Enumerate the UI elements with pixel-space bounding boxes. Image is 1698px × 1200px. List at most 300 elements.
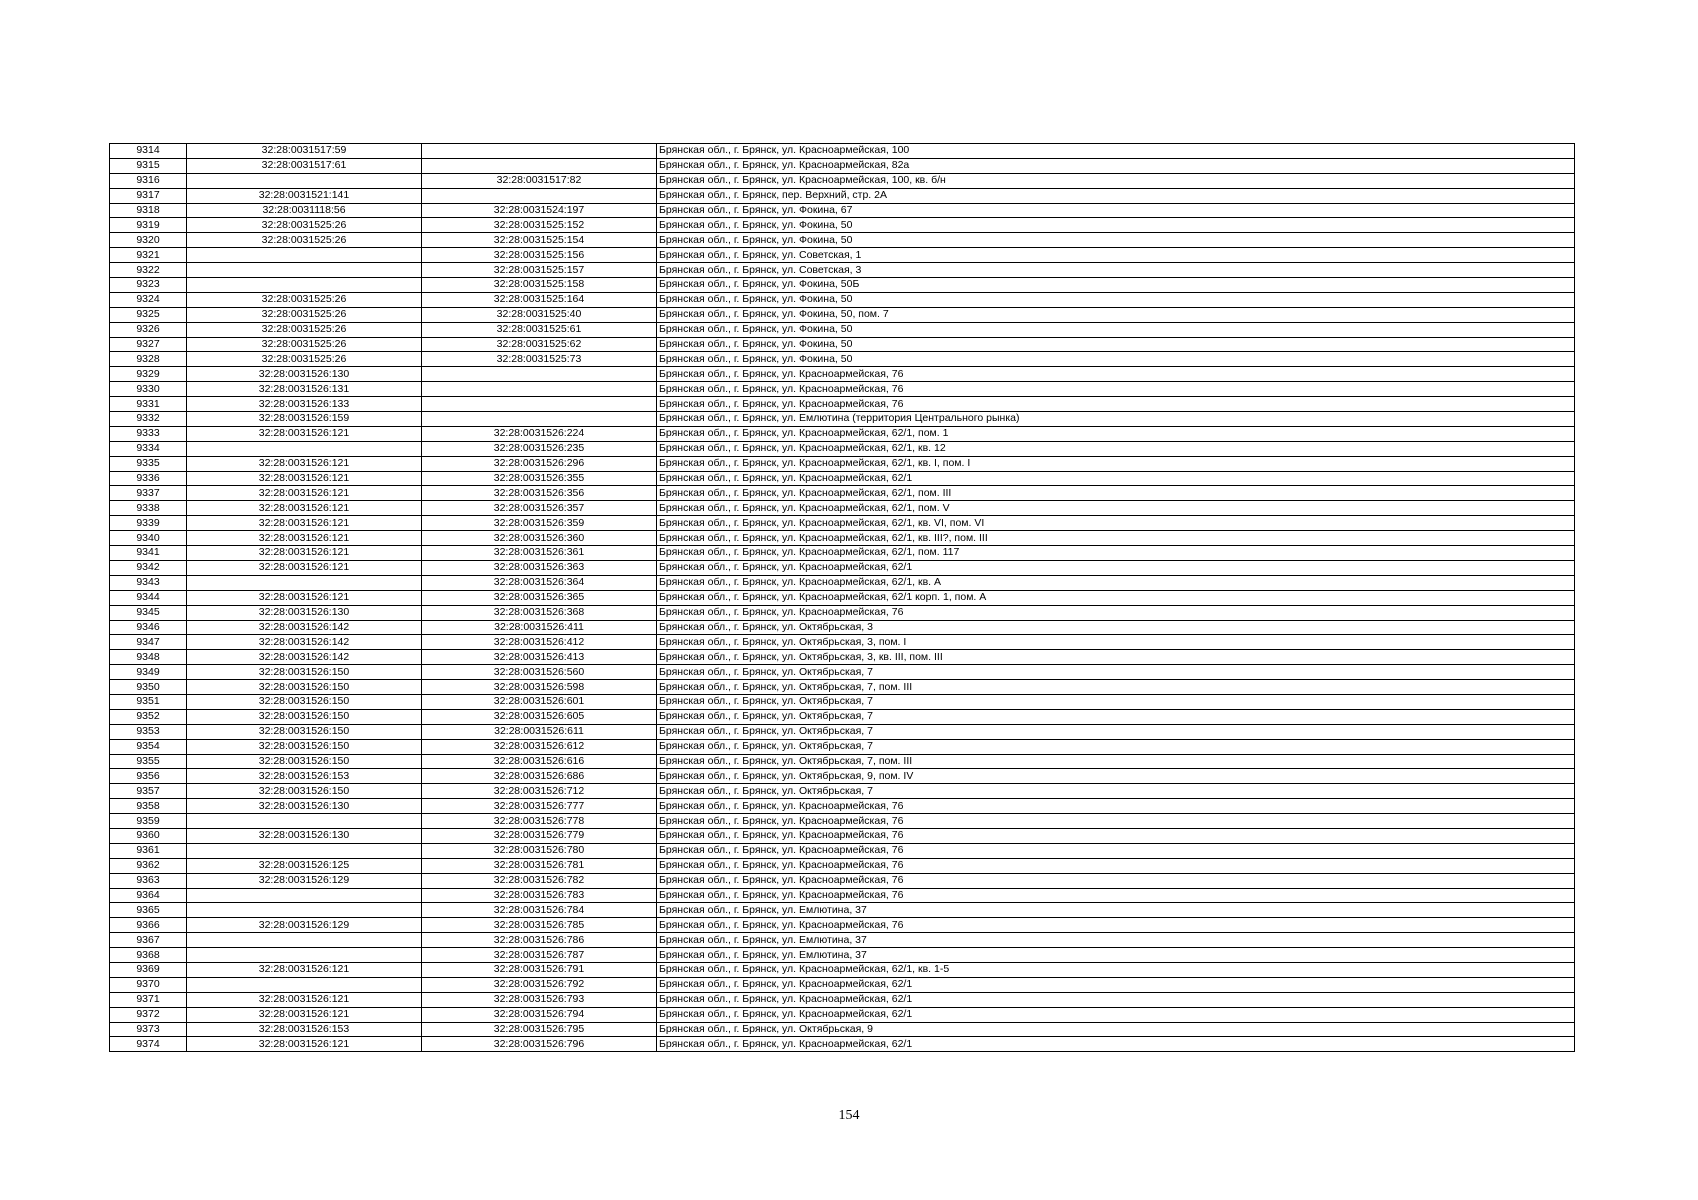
cadastral-number-cell: 32:28:0031526:150	[187, 724, 422, 739]
row-number-cell: 9372	[110, 1007, 187, 1022]
row-number-cell: 9365	[110, 903, 187, 918]
row-number-cell: 9352	[110, 709, 187, 724]
table-row	[110, 203, 1575, 218]
row-number-cell: 9336	[110, 471, 187, 486]
cadastral-number-cell: 32:28:0031526:150	[187, 694, 422, 709]
address-cell: Брянская обл., г. Брянск, ул. Октябрьская, 7	[657, 665, 1575, 680]
cadastral-number-cell: 32:28:0031526:159	[187, 412, 422, 427]
table-row	[110, 575, 1575, 590]
object-number-cell: 32:28:0031526:361	[422, 546, 657, 561]
cadastral-number-cell: 32:28:0031526:121	[187, 516, 422, 531]
cadastral-number-cell: 32:28:0031525:26	[187, 352, 422, 367]
address-cell: Брянская обл., г. Брянск, ул. Фокина, 50, пом. 7	[657, 307, 1575, 322]
table-row	[110, 590, 1575, 605]
address-cell: Брянская обл., г. Брянск, ул. Красноармейская, 62/1, кв. I, пом. I	[657, 456, 1575, 471]
cadastral-number-cell: 32:28:0031526:150	[187, 784, 422, 799]
table-row	[110, 248, 1575, 263]
object-number-cell	[422, 158, 657, 173]
row-number-cell: 9318	[110, 203, 187, 218]
address-cell: Брянская обл., г. Брянск, ул. Емлютина, 37	[657, 948, 1575, 963]
table-row	[110, 397, 1575, 412]
address-cell: Брянская обл., г. Брянск, ул. Красноармейская, 62/1	[657, 1007, 1575, 1022]
object-number-cell: 32:28:0031525:62	[422, 337, 657, 352]
object-number-cell: 32:28:0031526:360	[422, 531, 657, 546]
cadastral-number-cell: 32:28:0031526:130	[187, 367, 422, 382]
row-number-cell: 9328	[110, 352, 187, 367]
row-number-cell: 9331	[110, 397, 187, 412]
object-number-cell: 32:28:0031526:781	[422, 858, 657, 873]
row-number-cell: 9345	[110, 605, 187, 620]
object-number-cell: 32:28:0031525:152	[422, 218, 657, 233]
address-cell: Брянская обл., г. Брянск, ул. Фокина, 50	[657, 218, 1575, 233]
table-row	[110, 918, 1575, 933]
cadastral-number-cell	[187, 575, 422, 590]
address-cell: Брянская обл., г. Брянск, ул. Октябрьская, 7	[657, 694, 1575, 709]
row-number-cell: 9342	[110, 560, 187, 575]
row-number-cell: 9350	[110, 680, 187, 695]
table-row	[110, 828, 1575, 843]
address-cell: Брянская обл., г. Брянск, ул. Октябрьская, 7	[657, 709, 1575, 724]
address-cell: Брянская обл., г. Брянск, ул. Красноармейская, 62/1, пом. 117	[657, 546, 1575, 561]
row-number-cell: 9347	[110, 635, 187, 650]
object-number-cell	[422, 367, 657, 382]
table-row	[110, 188, 1575, 203]
cadastral-number-cell	[187, 843, 422, 858]
row-number-cell: 9360	[110, 828, 187, 843]
table-row	[110, 665, 1575, 680]
row-number-cell: 9344	[110, 590, 187, 605]
row-number-cell: 9349	[110, 665, 187, 680]
object-number-cell: 32:28:0031525:61	[422, 322, 657, 337]
cadastral-number-cell: 32:28:0031526:121	[187, 426, 422, 441]
row-number-cell: 9333	[110, 426, 187, 441]
object-number-cell: 32:28:0031526:365	[422, 590, 657, 605]
table-row	[110, 560, 1575, 575]
table-row	[110, 888, 1575, 903]
cadastral-number-cell: 32:28:0031526:121	[187, 590, 422, 605]
object-number-cell: 32:28:0031526:411	[422, 620, 657, 635]
object-number-cell: 32:28:0031526:224	[422, 426, 657, 441]
row-number-cell: 9315	[110, 158, 187, 173]
cadastral-number-cell: 32:28:0031526:121	[187, 501, 422, 516]
address-cell: Брянская обл., г. Брянск, ул. Октябрьская, 7	[657, 784, 1575, 799]
table-row	[110, 843, 1575, 858]
address-cell: Брянская обл., г. Брянск, ул. Красноармейская, 76	[657, 858, 1575, 873]
object-number-cell: 32:28:0031526:296	[422, 456, 657, 471]
row-number-cell: 9358	[110, 799, 187, 814]
address-cell: Брянская обл., г. Брянск, ул. Фокина, 50	[657, 233, 1575, 248]
address-cell: Брянская обл., г. Брянск, ул. Красноармейская, 76	[657, 888, 1575, 903]
address-cell: Брянская обл., г. Брянск, ул. Фокина, 50	[657, 337, 1575, 352]
row-number-cell: 9364	[110, 888, 187, 903]
address-cell: Брянская обл., г. Брянск, ул. Красноармейская, 62/1, кв. III?, пом. III	[657, 531, 1575, 546]
address-cell: Брянская обл., г. Брянск, ул. Красноармейская, 62/1, пом. V	[657, 501, 1575, 516]
address-cell: Брянская обл., г. Брянск, ул. Советская, 1	[657, 248, 1575, 263]
address-cell: Брянская обл., г. Брянск, пер. Верхний, стр. 2А	[657, 188, 1575, 203]
cadastral-number-cell	[187, 441, 422, 456]
object-number-cell: 32:28:0031526:357	[422, 501, 657, 516]
object-number-cell: 32:28:0031526:712	[422, 784, 657, 799]
address-cell: Брянская обл., г. Брянск, ул. Октябрьская, 7, пом. III	[657, 754, 1575, 769]
address-cell: Брянская обл., г. Брянск, ул. Красноармейская, 82а	[657, 158, 1575, 173]
object-number-cell: 32:28:0031525:73	[422, 352, 657, 367]
row-number-cell: 9363	[110, 873, 187, 888]
table-row	[110, 292, 1575, 307]
row-number-cell: 9324	[110, 292, 187, 307]
address-cell: Брянская обл., г. Брянск, ул. Октябрьская, 9, пом. IV	[657, 769, 1575, 784]
row-number-cell: 9334	[110, 441, 187, 456]
object-number-cell	[422, 382, 657, 397]
table-row	[110, 620, 1575, 635]
address-cell: Брянская обл., г. Брянск, ул. Красноармейская, 62/1, пом. III	[657, 486, 1575, 501]
cadastral-number-cell	[187, 948, 422, 963]
row-number-cell: 9327	[110, 337, 187, 352]
address-cell: Брянская обл., г. Брянск, ул. Фокина, 67	[657, 203, 1575, 218]
table-row	[110, 903, 1575, 918]
row-number-cell: 9332	[110, 412, 187, 427]
cadastral-number-cell: 32:28:0031525:26	[187, 233, 422, 248]
row-number-cell: 9316	[110, 173, 187, 188]
object-number-cell: 32:28:0031526:783	[422, 888, 657, 903]
row-number-cell: 9357	[110, 784, 187, 799]
table-row	[110, 278, 1575, 293]
address-cell: Брянская обл., г. Брянск, ул. Красноармейская, 76	[657, 397, 1575, 412]
table-row	[110, 426, 1575, 441]
object-number-cell: 32:28:0031526:359	[422, 516, 657, 531]
row-number-cell: 9362	[110, 858, 187, 873]
cadastral-number-cell: 32:28:0031526:142	[187, 650, 422, 665]
cadastral-number-cell: 32:28:0031526:130	[187, 828, 422, 843]
object-number-cell: 32:28:0031526:796	[422, 1037, 657, 1052]
object-number-cell: 32:28:0031526:793	[422, 992, 657, 1007]
row-number-cell: 9353	[110, 724, 187, 739]
table-row	[110, 709, 1575, 724]
table-row	[110, 680, 1575, 695]
row-number-cell: 9339	[110, 516, 187, 531]
row-number-cell: 9368	[110, 948, 187, 963]
address-cell: Брянская обл., г. Брянск, ул. Красноармейская, 100, кв. б/н	[657, 173, 1575, 188]
page-number: 154	[838, 1108, 860, 1123]
cadastral-number-cell: 32:28:0031526:131	[187, 382, 422, 397]
address-cell: Брянская обл., г. Брянск, ул. Фокина, 50	[657, 352, 1575, 367]
object-number-cell	[422, 144, 657, 159]
cadastral-number-cell: 32:28:0031526:121	[187, 471, 422, 486]
table-row	[110, 784, 1575, 799]
table-row	[110, 962, 1575, 977]
object-number-cell: 32:28:0031526:413	[422, 650, 657, 665]
object-number-cell: 32:28:0031526:786	[422, 933, 657, 948]
cadastral-number-cell: 32:28:0031525:26	[187, 218, 422, 233]
row-number-cell: 9321	[110, 248, 187, 263]
row-number-cell: 9314	[110, 144, 187, 159]
table-row	[110, 471, 1575, 486]
row-number-cell: 9348	[110, 650, 187, 665]
object-number-cell: 32:28:0031526:368	[422, 605, 657, 620]
cadastral-number-cell: 32:28:0031525:26	[187, 337, 422, 352]
cadastral-number-cell: 32:28:0031526:130	[187, 799, 422, 814]
row-number-cell: 9369	[110, 962, 187, 977]
table-body	[110, 144, 1575, 1052]
object-number-cell: 32:28:0031525:157	[422, 263, 657, 278]
cadastral-number-cell: 32:28:0031526:150	[187, 739, 422, 754]
object-number-cell: 32:28:0031526:356	[422, 486, 657, 501]
cadastral-number-cell: 32:28:0031526:121	[187, 456, 422, 471]
table-row	[110, 799, 1575, 814]
table-row	[110, 546, 1575, 561]
cadastral-number-cell	[187, 173, 422, 188]
object-number-cell: 32:28:0031526:784	[422, 903, 657, 918]
row-number-cell: 9323	[110, 278, 187, 293]
row-number-cell: 9325	[110, 307, 187, 322]
object-number-cell	[422, 397, 657, 412]
table-row	[110, 948, 1575, 963]
object-number-cell: 32:28:0031525:158	[422, 278, 657, 293]
cadastral-number-cell: 32:28:0031526:150	[187, 665, 422, 680]
row-number-cell: 9319	[110, 218, 187, 233]
table-row	[110, 814, 1575, 829]
address-cell: Брянская обл., г. Брянск, ул. Октябрьская, 7, пом. III	[657, 680, 1575, 695]
row-number-cell: 9366	[110, 918, 187, 933]
row-number-cell: 9367	[110, 933, 187, 948]
object-number-cell: 32:28:0031525:164	[422, 292, 657, 307]
object-number-cell	[422, 412, 657, 427]
table-row	[110, 977, 1575, 992]
cadastral-number-cell	[187, 814, 422, 829]
address-cell: Брянская обл., г. Брянск, ул. Красноармейская, 76	[657, 918, 1575, 933]
cadastral-number-cell	[187, 933, 422, 948]
object-number-cell: 32:28:0031526:780	[422, 843, 657, 858]
table-row	[110, 233, 1575, 248]
cadastral-number-cell: 32:28:0031525:26	[187, 322, 422, 337]
table-row	[110, 337, 1575, 352]
cadastral-number-cell	[187, 248, 422, 263]
cadastral-number-cell	[187, 903, 422, 918]
table-row	[110, 441, 1575, 456]
table-row	[110, 605, 1575, 620]
table-row	[110, 754, 1575, 769]
table-row	[110, 144, 1575, 159]
address-cell: Брянская обл., г. Брянск, ул. Красноармейская, 76	[657, 799, 1575, 814]
object-number-cell: 32:28:0031524:197	[422, 203, 657, 218]
cadastral-number-cell	[187, 888, 422, 903]
object-number-cell: 32:28:0031526:364	[422, 575, 657, 590]
object-number-cell: 32:28:0031526:611	[422, 724, 657, 739]
cadastral-number-cell: 32:28:0031526:121	[187, 546, 422, 561]
cadastral-number-cell: 32:28:0031517:61	[187, 158, 422, 173]
cadastral-number-cell: 32:28:0031526:142	[187, 620, 422, 635]
table-row	[110, 486, 1575, 501]
cadastral-number-cell	[187, 263, 422, 278]
cadastral-number-cell: 32:28:0031526:121	[187, 962, 422, 977]
cadastral-number-cell: 32:28:0031526:150	[187, 754, 422, 769]
cadastral-number-cell: 32:28:0031526:121	[187, 1007, 422, 1022]
table-row	[110, 367, 1575, 382]
object-number-cell: 32:28:0031526:778	[422, 814, 657, 829]
object-number-cell	[422, 188, 657, 203]
address-cell: Брянская обл., г. Брянск, ул. Емлютина (территория Центрального рынка)	[657, 412, 1575, 427]
cadastral-number-cell: 32:28:0031517:59	[187, 144, 422, 159]
object-number-cell: 32:28:0031526:794	[422, 1007, 657, 1022]
cadastral-number-cell: 32:28:0031526:121	[187, 531, 422, 546]
object-number-cell: 32:28:0031517:82	[422, 173, 657, 188]
address-cell: Брянская обл., г. Брянск, ул. Красноармейская, 62/1, кв. VI, пом. VI	[657, 516, 1575, 531]
row-number-cell: 9351	[110, 694, 187, 709]
address-cell: Брянская обл., г. Брянск, ул. Красноармейская, 62/1	[657, 977, 1575, 992]
address-cell: Брянская обл., г. Брянск, ул. Красноармейская, 62/1 корп. 1, пом. А	[657, 590, 1575, 605]
address-cell: Брянская обл., г. Брянск, ул. Фокина, 50Б	[657, 278, 1575, 293]
table-row	[110, 531, 1575, 546]
address-cell: Брянская обл., г. Брянск, ул. Красноармейская, 62/1	[657, 560, 1575, 575]
address-cell: Брянская обл., г. Брянск, ул. Октябрьская, 7	[657, 739, 1575, 754]
cadastral-number-cell: 32:28:0031526:142	[187, 635, 422, 650]
cadastral-number-cell: 32:28:0031526:133	[187, 397, 422, 412]
object-number-cell: 32:28:0031526:795	[422, 1022, 657, 1037]
table-row	[110, 992, 1575, 1007]
address-cell: Брянская обл., г. Брянск, ул. Красноармейская, 76	[657, 828, 1575, 843]
object-number-cell: 32:28:0031526:787	[422, 948, 657, 963]
address-cell: Брянская обл., г. Брянск, ул. Красноармейская, 62/1	[657, 471, 1575, 486]
row-number-cell: 9374	[110, 1037, 187, 1052]
address-cell: Брянская обл., г. Брянск, ул. Октябрьская, 9	[657, 1022, 1575, 1037]
address-cell: Брянская обл., г. Брянск, ул. Красноармейская, 62/1	[657, 1037, 1575, 1052]
cadastral-number-cell: 32:28:0031526:153	[187, 1022, 422, 1037]
row-number-cell: 9322	[110, 263, 187, 278]
row-number-cell: 9355	[110, 754, 187, 769]
object-number-cell: 32:28:0031526:412	[422, 635, 657, 650]
table-row	[110, 1037, 1575, 1052]
table-row	[110, 456, 1575, 471]
row-number-cell: 9330	[110, 382, 187, 397]
cadastral-number-cell: 32:28:0031526:129	[187, 873, 422, 888]
row-number-cell: 9320	[110, 233, 187, 248]
cadastral-table	[109, 143, 1575, 1052]
row-number-cell: 9361	[110, 843, 187, 858]
object-number-cell: 32:28:0031525:154	[422, 233, 657, 248]
object-number-cell: 32:28:0031526:355	[422, 471, 657, 486]
object-number-cell: 32:28:0031526:605	[422, 709, 657, 724]
table-row	[110, 873, 1575, 888]
table-row	[110, 650, 1575, 665]
table-row	[110, 933, 1575, 948]
cadastral-number-cell: 32:28:0031525:26	[187, 292, 422, 307]
row-number-cell: 9341	[110, 546, 187, 561]
cadastral-number-cell: 32:28:0031526:121	[187, 992, 422, 1007]
table-row	[110, 501, 1575, 516]
table-row	[110, 739, 1575, 754]
object-number-cell: 32:28:0031526:616	[422, 754, 657, 769]
row-number-cell: 9371	[110, 992, 187, 1007]
row-number-cell: 9340	[110, 531, 187, 546]
cadastral-number-cell: 32:28:0031526:150	[187, 680, 422, 695]
object-number-cell: 32:28:0031526:601	[422, 694, 657, 709]
object-number-cell: 32:28:0031526:560	[422, 665, 657, 680]
table-row	[110, 263, 1575, 278]
cadastral-number-cell: 32:28:0031118:56	[187, 203, 422, 218]
table-row	[110, 858, 1575, 873]
address-cell: Брянская обл., г. Брянск, ул. Красноармейская, 62/1, пом. 1	[657, 426, 1575, 441]
address-cell: Брянская обл., г. Брянск, ул. Красноармейская, 76	[657, 382, 1575, 397]
address-cell: Брянская обл., г. Брянск, ул. Советская, 3	[657, 263, 1575, 278]
object-number-cell: 32:28:0031526:363	[422, 560, 657, 575]
address-cell: Брянская обл., г. Брянск, ул. Красноармейская, 100	[657, 144, 1575, 159]
cadastral-number-cell	[187, 977, 422, 992]
address-cell: Брянская обл., г. Брянск, ул. Красноармейская, 62/1	[657, 992, 1575, 1007]
object-number-cell: 32:28:0031526:779	[422, 828, 657, 843]
row-number-cell: 9335	[110, 456, 187, 471]
cadastral-number-cell: 32:28:0031526:121	[187, 486, 422, 501]
cadastral-number-cell: 32:28:0031526:121	[187, 1037, 422, 1052]
object-number-cell: 32:28:0031526:782	[422, 873, 657, 888]
address-cell: Брянская обл., г. Брянск, ул. Октябрьская, 3	[657, 620, 1575, 635]
object-number-cell: 32:28:0031526:785	[422, 918, 657, 933]
object-number-cell: 32:28:0031526:777	[422, 799, 657, 814]
row-number-cell: 9354	[110, 739, 187, 754]
row-number-cell: 9329	[110, 367, 187, 382]
address-cell: Брянская обл., г. Брянск, ул. Красноармейская, 76	[657, 873, 1575, 888]
cadastral-number-cell: 32:28:0031521:141	[187, 188, 422, 203]
object-number-cell: 32:28:0031526:612	[422, 739, 657, 754]
address-cell: Брянская обл., г. Брянск, ул. Красноармейская, 76	[657, 814, 1575, 829]
address-cell: Брянская обл., г. Брянск, ул. Красноармейская, 76	[657, 367, 1575, 382]
address-cell: Брянская обл., г. Брянск, ул. Красноармейская, 62/1, кв. 1-5	[657, 962, 1575, 977]
table-row	[110, 412, 1575, 427]
object-number-cell: 32:28:0031526:791	[422, 962, 657, 977]
row-number-cell: 9346	[110, 620, 187, 635]
cadastral-number-cell: 32:28:0031526:130	[187, 605, 422, 620]
table-row	[110, 382, 1575, 397]
cadastral-number-cell: 32:28:0031526:121	[187, 560, 422, 575]
table-row	[110, 352, 1575, 367]
object-number-cell: 32:28:0031525:40	[422, 307, 657, 322]
address-cell: Брянская обл., г. Брянск, ул. Красноармейская, 62/1, кв. 12	[657, 441, 1575, 456]
object-number-cell: 32:28:0031526:235	[422, 441, 657, 456]
table-row	[110, 218, 1575, 233]
table-row	[110, 1022, 1575, 1037]
address-cell: Брянская обл., г. Брянск, ул. Октябрьская, 3, пом. I	[657, 635, 1575, 650]
object-number-cell: 32:28:0031525:156	[422, 248, 657, 263]
object-number-cell: 32:28:0031526:792	[422, 977, 657, 992]
cadastral-number-cell: 32:28:0031526:153	[187, 769, 422, 784]
cadastral-number-cell: 32:28:0031526:150	[187, 709, 422, 724]
cadastral-number-cell: 32:28:0031525:26	[187, 307, 422, 322]
table-row	[110, 724, 1575, 739]
table-row	[110, 1007, 1575, 1022]
cadastral-number-cell: 32:28:0031526:129	[187, 918, 422, 933]
row-number-cell: 9373	[110, 1022, 187, 1037]
cadastral-number-cell: 32:28:0031526:125	[187, 858, 422, 873]
table-row	[110, 322, 1575, 337]
row-number-cell: 9338	[110, 501, 187, 516]
object-number-cell: 32:28:0031526:598	[422, 680, 657, 695]
address-cell: Брянская обл., г. Брянск, ул. Фокина, 50	[657, 292, 1575, 307]
row-number-cell: 9337	[110, 486, 187, 501]
table-row	[110, 173, 1575, 188]
cadastral-number-cell	[187, 278, 422, 293]
address-cell: Брянская обл., г. Брянск, ул. Октябрьская, 3, кв. III, пом. III	[657, 650, 1575, 665]
row-number-cell: 9359	[110, 814, 187, 829]
table-row	[110, 694, 1575, 709]
address-cell: Брянская обл., г. Брянск, ул. Емлютина, 37	[657, 903, 1575, 918]
object-number-cell: 32:28:0031526:686	[422, 769, 657, 784]
table-row	[110, 635, 1575, 650]
address-cell: Брянская обл., г. Брянск, ул. Красноармейская, 76	[657, 843, 1575, 858]
row-number-cell: 9370	[110, 977, 187, 992]
address-cell: Брянская обл., г. Брянск, ул. Октябрьская, 7	[657, 724, 1575, 739]
row-number-cell: 9317	[110, 188, 187, 203]
table-row	[110, 769, 1575, 784]
address-cell: Брянская обл., г. Брянск, ул. Фокина, 50	[657, 322, 1575, 337]
row-number-cell: 9356	[110, 769, 187, 784]
